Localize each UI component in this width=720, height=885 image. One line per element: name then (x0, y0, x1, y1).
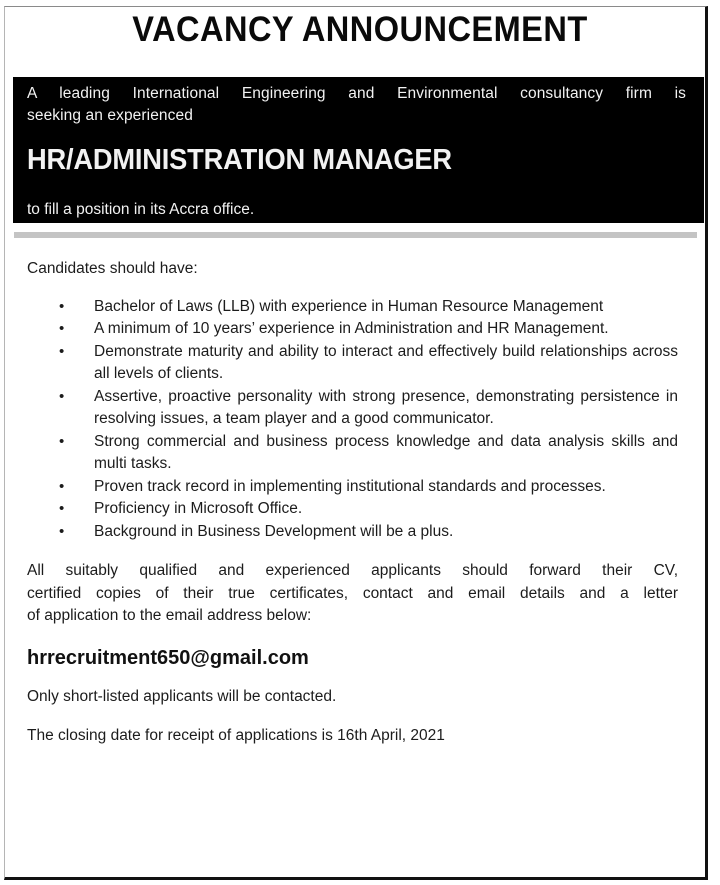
bullet-icon: • (59, 522, 65, 540)
bullet-icon: • (59, 500, 65, 517)
closing-date: The closing date for receipt of applications is 16th April, 2021 (27, 726, 445, 744)
bullet-icon: • (59, 387, 65, 405)
job-location: to fill a position in its Accra office. (27, 201, 255, 218)
requirements-list (27, 296, 678, 544)
section-divider (14, 232, 697, 238)
list-item (27, 386, 678, 431)
list-item (27, 431, 678, 476)
application-line-3: of application to the email address below: (27, 607, 312, 624)
requirements-lead: Candidates should have: (27, 260, 198, 277)
application-instructions (27, 560, 678, 628)
list-item (27, 498, 678, 521)
requirement-text: Background in Business Development will be a plus. (94, 522, 454, 540)
header-banner (13, 77, 704, 223)
application-line-1: All suitably qualified and experienced applicants should forward their CV, (27, 562, 678, 579)
banner-intro (27, 83, 686, 127)
announcement-body (27, 258, 678, 747)
job-title: HR/ADMINISTRATION MANAGER (27, 144, 452, 176)
bullet-icon: • (59, 477, 65, 495)
list-item (27, 521, 678, 544)
bullet-icon: • (59, 320, 65, 337)
requirement-text: A minimum of 10 years’ experience in Administration and HR Management. (94, 320, 609, 337)
bullet-icon: • (59, 342, 65, 360)
requirement-text: Proficiency in Microsoft Office. (94, 500, 303, 517)
page-title: VACANCY ANNOUNCEMENT (132, 10, 588, 49)
list-item (27, 318, 678, 341)
requirement-text: Proven track record in implementing institutional standards and processes. (94, 477, 606, 495)
application-line-2: certified copies of their true certificates, contact and email details and a letter (27, 584, 678, 602)
requirement-text: Strong commercial and business process knowledge and data analysis skills and multi tasks. (94, 432, 678, 472)
banner-intro-line-2: seeking an experienced (27, 107, 193, 124)
list-item (27, 296, 678, 319)
list-item (27, 476, 678, 499)
requirement-text: Assertive, proactive personality with strong presence, demonstrating persistence in resolving issues, a team player and a good communicator. (94, 387, 678, 427)
requirement-text: Demonstrate maturity and ability to interact and effectively build relationships across all levels of clients. (94, 342, 678, 382)
shortlist-note: Only short-listed applicants will be contacted. (27, 688, 337, 705)
bullet-icon: • (59, 432, 65, 450)
banner-intro-line-1: A leading International Engineering and Environmental consultancy firm is (27, 85, 686, 102)
contact-email[interactable]: hrrecruitment650@gmail.com (27, 646, 309, 669)
requirement-text: Bachelor of Laws (LLB) with experience in Human Resource Management (94, 297, 604, 315)
bullet-icon: • (59, 297, 65, 315)
list-item (27, 341, 678, 386)
